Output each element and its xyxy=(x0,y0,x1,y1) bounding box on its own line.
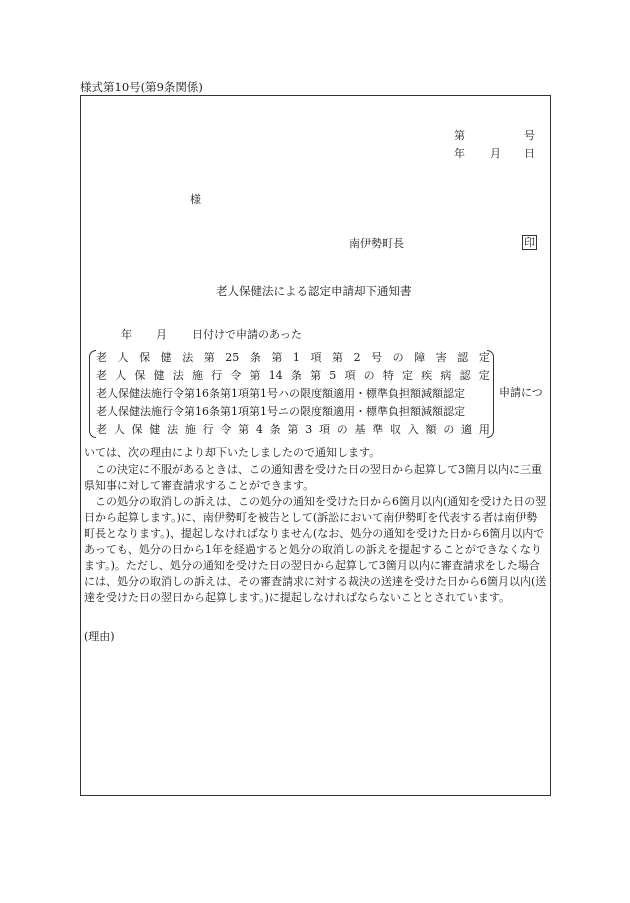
issuer-name: 南伊勢町長 xyxy=(349,237,404,250)
option-token: 認 xyxy=(457,351,469,364)
option-token: 害 xyxy=(435,351,447,364)
seal-mark: 印 xyxy=(524,236,535,249)
option-token: 保 xyxy=(134,369,146,382)
option-token: 5 xyxy=(329,369,337,382)
option-token: 2 xyxy=(353,351,361,364)
option-token: 項 xyxy=(310,351,322,364)
left-bracket xyxy=(89,350,96,438)
option-token: 人 xyxy=(117,351,129,364)
date-year: 年 xyxy=(454,147,465,160)
option-token: 第 xyxy=(238,423,250,436)
option-token: 項 xyxy=(344,369,356,382)
option-token: 第 xyxy=(203,351,215,364)
option-token: の xyxy=(336,423,348,436)
option-income-standard xyxy=(96,422,490,437)
option-token: 額 xyxy=(425,423,437,436)
option-token: 1 xyxy=(292,351,300,364)
option-token: 施 xyxy=(191,369,203,382)
date-line-text: 日付けで申請のあった xyxy=(192,328,302,341)
option-token: 保 xyxy=(131,423,143,436)
option-token: 令 xyxy=(220,423,232,436)
option-token: 人 xyxy=(113,423,125,436)
option-token: 第 xyxy=(271,351,283,364)
date-day: 日 xyxy=(524,147,535,160)
option-token: 4 xyxy=(255,423,263,436)
form-label: 様式第10号(第9条関係) xyxy=(80,80,203,94)
appeal-paragraph: この決定に不服があるときは、この通知書を受けた日の翌日から起算して3箇月以内に三重県知事に対して審査請求することができます。 xyxy=(84,463,542,492)
option-limit-application-ni xyxy=(96,404,490,419)
option-token: 疾 xyxy=(421,369,433,382)
option-token: 基 xyxy=(354,423,366,436)
option-token: の xyxy=(392,351,404,364)
appeal-notice xyxy=(84,462,547,606)
option-token: 保 xyxy=(139,351,151,364)
option-token: 令 xyxy=(230,369,242,382)
option-token: 定 xyxy=(478,369,490,382)
option-token: 入 xyxy=(407,423,419,436)
option-token: 号 xyxy=(371,351,383,364)
option-token: 25 xyxy=(225,351,240,364)
option-token: 健 xyxy=(149,423,161,436)
option-disability-certification xyxy=(96,350,490,365)
option-token: 定 xyxy=(478,351,490,364)
option-token: 定 xyxy=(402,369,413,382)
date-month: 月 xyxy=(490,147,501,160)
date-line-year: 年 xyxy=(121,328,132,341)
option-token: 第 xyxy=(310,369,322,382)
option-limit-application-ha xyxy=(96,386,490,401)
option-token: 行 xyxy=(211,369,223,382)
option-token: の xyxy=(363,369,375,382)
option-token: 人 xyxy=(115,369,127,382)
option-token: 老 xyxy=(96,351,107,364)
option-token: 施 xyxy=(184,423,196,436)
option-token: 条 xyxy=(290,369,302,382)
option-token: 収 xyxy=(390,423,402,436)
option-token: 3 xyxy=(305,423,313,436)
option-specified-disease-certification xyxy=(96,368,490,383)
option-token: 14 xyxy=(268,369,283,382)
options-suffix: 申請につ xyxy=(499,386,543,399)
document-number-prefix: 第 xyxy=(454,129,465,142)
option-token: 項 xyxy=(318,423,330,436)
date-line-month: 月 xyxy=(156,328,167,341)
option-token: 老 xyxy=(96,423,107,436)
option-token: 用 xyxy=(478,423,490,436)
option-token: 条 xyxy=(269,423,281,436)
option-token: 第 xyxy=(249,369,261,382)
option-token: 老人保健法施行令第16条第1項第1号ハの限度額適用・標準負担額減額認定 xyxy=(96,387,465,400)
option-token: 老 xyxy=(96,369,107,382)
option-token: 法 xyxy=(167,423,179,436)
option-token: 健 xyxy=(160,351,172,364)
continuation-text: いては、次の理由により却下いたしましたので通知します。 xyxy=(84,446,381,459)
reason-label: (理由) xyxy=(84,630,115,643)
option-token: 準 xyxy=(372,423,384,436)
option-token: 第 xyxy=(332,351,344,364)
option-token: 健 xyxy=(153,369,165,382)
option-token: 老人保健法施行令第16条第1項第1号ニの限度額適用・標準負担額減額認定 xyxy=(96,405,465,418)
option-token: 法 xyxy=(182,351,194,364)
option-token: 特 xyxy=(382,369,394,382)
option-token: 条 xyxy=(249,351,261,364)
option-token: の xyxy=(443,423,455,436)
document-title: 老人保健法による認定申請却下通知書 xyxy=(216,284,412,298)
addressee-suffix: 様 xyxy=(190,193,201,206)
option-token: 障 xyxy=(414,351,426,364)
option-token: 認 xyxy=(459,369,471,382)
option-token: 行 xyxy=(202,423,214,436)
option-token: 法 xyxy=(172,369,184,382)
option-token: 第 xyxy=(287,423,299,436)
lawsuit-paragraph: この処分の取消しの訴えは、この処分の通知を受けた日から6箇月以内(通知を受けた日の翌日から起算します。)に、南伊勢町を被告として(訴訟において南伊勢町を代表する者は南伊勢町長となります。)、提起しなければなりません(なお、処分の通知を受けた日から6箇月以内であっても、処分の日から1年を経過すると処分の取消しの訴えを提起することができなくなります。)。ただし、処分の通知を受けた日の翌日から起算して3箇月以内に審査請求をした場合には、処分の取消しの訴えは、その審査請求に対する裁決の送達を受けた日から6箇月以内(送達を受けた日の翌日から起算します。)に提起しなければならないこととされています。 xyxy=(84,495,547,604)
option-token: 病 xyxy=(440,369,452,382)
document-number-suffix: 号 xyxy=(524,129,535,142)
option-token: 適 xyxy=(461,423,473,436)
